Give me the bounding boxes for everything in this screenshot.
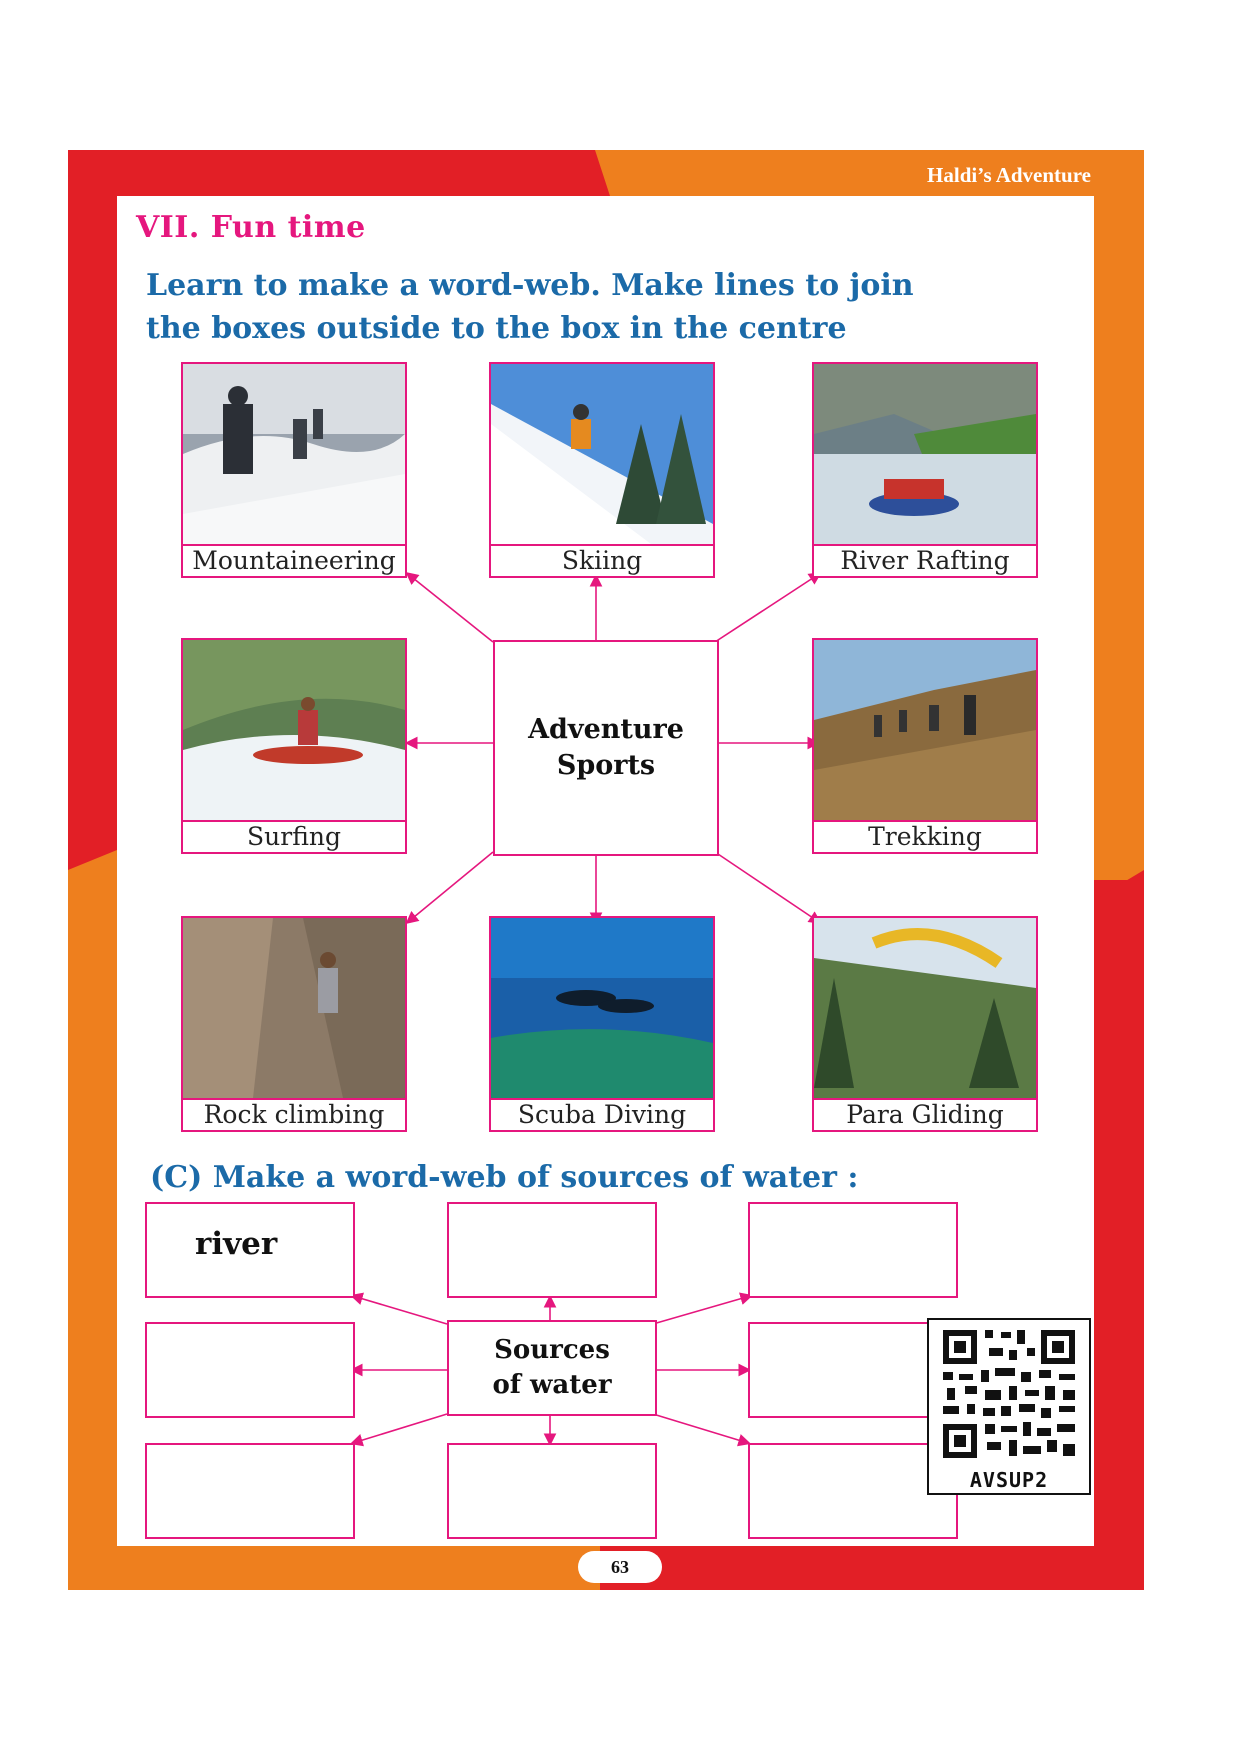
activity-label: Para Gliding [814,1098,1036,1132]
activity-label: Rock climbing [183,1098,405,1132]
surfer-image [183,640,405,820]
adventure-sports-center [493,640,719,856]
center-line-2: Sports [556,750,656,781]
water-source-box[interactable] [748,1202,958,1298]
para-gliding-box [812,916,1038,1132]
section-title: VII. Fun time [136,210,366,245]
instruction-line-2: the boxes outside to the box in the centre [146,311,847,346]
mountaineers-image [183,364,405,544]
trekkers-image [814,640,1036,820]
rock-climbing-box [181,916,407,1132]
paraglider-image [814,918,1036,1098]
water-source-box[interactable] [145,1443,355,1539]
activity-label: Skiing [491,544,713,578]
center-line-1: Adventure [528,714,684,745]
qr-code-icon [929,1320,1089,1468]
water-source-box[interactable] [145,1322,355,1418]
page-number: 63 [578,1551,662,1583]
center-line-2: of water [492,1370,612,1400]
water-source-box[interactable] [447,1202,657,1298]
activity-label: River Rafting [814,544,1036,578]
skier-image [491,364,713,544]
water-source-answer: river [195,1226,278,1262]
scuba-diving-box [489,916,715,1132]
surfing-box [181,638,407,854]
sources-of-water-center [447,1320,657,1416]
center-line-1: Sources [494,1335,610,1365]
trekking-box [812,638,1038,854]
activity-label: Scuba Diving [491,1098,713,1132]
mountaineering-box [181,362,407,578]
water-source-box[interactable] [145,1202,355,1298]
river-rafting-box [812,362,1038,578]
water-web-title: (C) Make a word-web of sources of water : [150,1160,859,1195]
climber-image [183,918,405,1098]
skiing-box [489,362,715,578]
water-source-box[interactable] [447,1443,657,1539]
activity-label: Surfing [183,820,405,854]
qr-code-label: AVSUP2 [969,1468,1049,1492]
qr-code-block[interactable] [927,1318,1091,1495]
activity-label: Trekking [814,820,1036,854]
rafting-image [814,364,1036,544]
divers-image [491,918,713,1098]
instruction-line-1: Learn to make a word-web. Make lines to join [146,268,914,303]
activity-label: Mountaineering [183,544,405,578]
book-title: Haldi’s Adventure [927,163,1091,187]
